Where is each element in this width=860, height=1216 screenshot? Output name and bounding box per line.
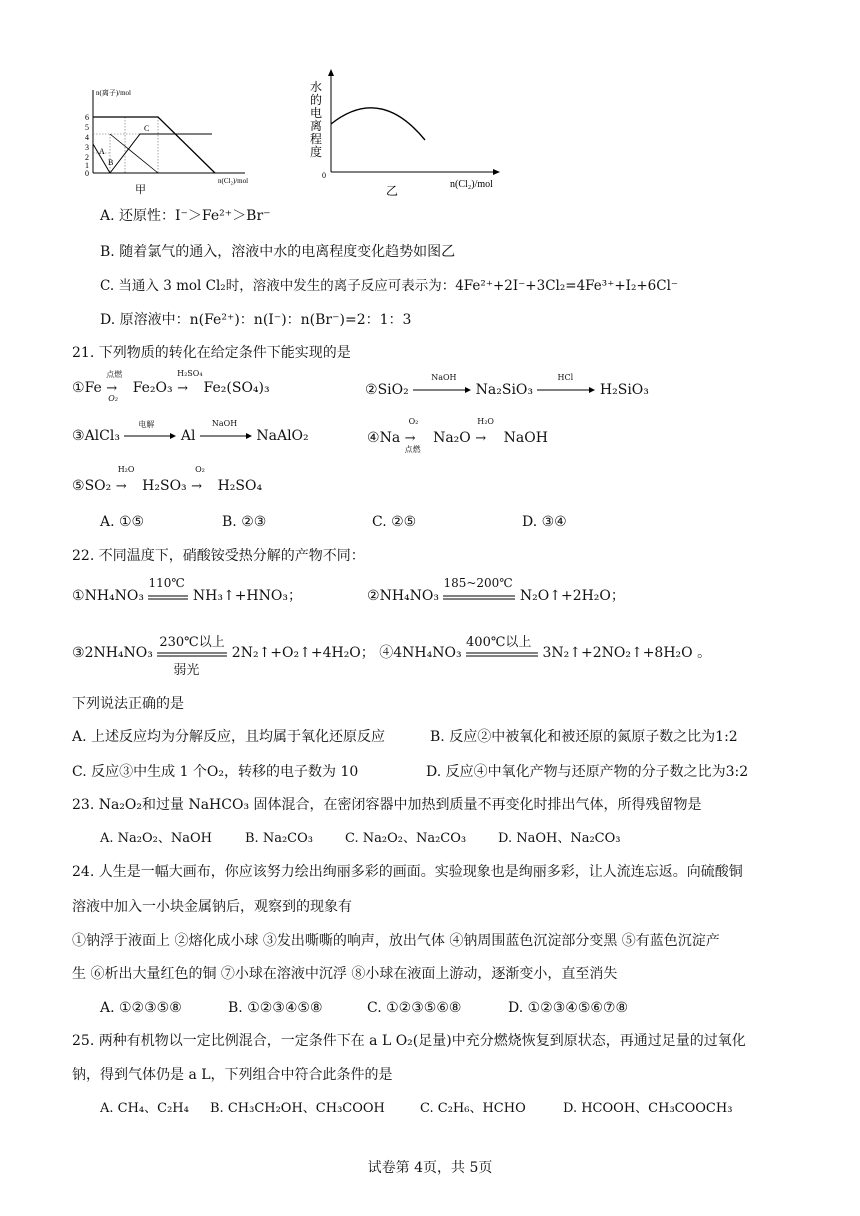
condition-top: NaOH [431,373,457,382]
q21-reaction-3: ③AlCl₃ 电解 Al NaOH NaAlO₂ [72,419,309,444]
q21-reaction-2: ②SiO₂ NaOH Na₂SiO₃ HCl H₂SiO₃ [365,373,649,398]
graph-a-label-a: A [99,147,105,156]
q25-line-2: 钠，得到气体仍是 a L，下列组合中符合此条件的是 [72,1067,393,1083]
q21-reaction-4: ④Na O₂ → 点燃 Na₂O H₂O → NaOH [367,417,548,454]
graph-a-label-c: C [144,124,150,133]
product: NaAlO₂ [256,428,309,444]
reaction-number: ① [72,380,85,396]
q24-line-2: 溶液中加入一小块金属钠后，观察到的现象有 [72,899,352,915]
condition-top: 400℃以上 [466,635,532,650]
q24-line-1: 24. 人生是一幅大画布，你应该努力绘出绚丽多彩的画面。实验现象也是绚丽多彩，让人流连忘返。向硫酸铜 [72,864,743,880]
svg-text:的: 的 [310,93,323,107]
svg-text:6: 6 [85,113,89,122]
q20-option-d[interactable]: D. 原溶液中：n(Fe²⁺)：n(I⁻)：n(Br⁻)=2：1：3 [100,312,412,328]
intermediate: Al [180,428,196,444]
condition-top: H₂O [117,465,135,474]
graph-b-caption: 乙 [386,184,399,198]
q21-stem: 21. 下列物质的转化在给定条件下能实现的是 [72,345,351,361]
graph-a-xlabel: n(Cl₂)/mol [218,177,249,185]
reactant: SO₂ [84,478,112,494]
condition-top: 185~200℃ [443,576,513,590]
product: 2N₂↑+O₂↑+4H₂O； [231,645,375,661]
graph-b-curve [331,108,425,140]
svg-text:度: 度 [310,145,323,159]
product: H₂SO₄ [217,478,263,494]
q25-option-d[interactable]: D. HCOOH、CH₃COOCH₃ [563,1101,733,1116]
graph-water-ionization [300,65,520,200]
q22-ask: 下列说法正确的是 [72,696,184,712]
condition-top: 电解 [138,420,155,429]
q21-option-d[interactable]: D. ③④ [522,514,567,530]
condition-top: NaOH [211,419,238,428]
product: NH₃↑+HNO₃； [192,588,302,604]
graph-b-ylabel [310,79,322,159]
graph-a-line-b [110,134,212,173]
reactant: AlCl₃ [84,428,120,444]
condition-top: 点燃 [106,370,123,379]
product: 3N₂↑+2NO₂↑+8H₂O 。 [542,645,712,661]
intermediate: Fe₂O₃ [132,380,173,396]
graph-a-line-b2 [110,134,158,173]
q23-stem: 23. Na₂O₂和过量 NaHCO₃ 固体混合，在密闭容器中加热到质量不再变化时排出气体，所得残留物是 [72,797,702,813]
q24-option-a[interactable]: A. ①②③⑤⑧ [100,1000,182,1016]
svg-text:5: 5 [85,123,89,132]
svg-text:离: 离 [310,119,323,133]
q25-option-a[interactable]: A. CH₄、C₂H₄ [100,1101,189,1116]
condition-top: HCl [557,373,574,382]
q21-reaction-1: ①Fe 点燃 → O₂ Fe₂O₃ H₂SO₄ → Fe₂(SO₄)₃ [72,369,270,403]
intermediate: Na₂O [433,430,471,446]
q22-stem: 22. 不同温度下，硝酸铵受热分解的产物不同： [72,548,365,564]
q21-option-b[interactable]: B. ②③ [222,514,267,530]
condition-top: O₂ [195,465,205,474]
condition-top: H₂O [477,417,494,426]
q22-option-d[interactable]: D. 反应④中氧化产物与还原产物的分子数之比为3:2 [426,764,749,780]
svg-text:0: 0 [85,169,89,178]
q24-option-d[interactable]: D. ①②③④⑤⑥⑦⑧ [508,1000,629,1016]
graph-a-caption: 甲 [135,184,146,196]
product: Fe₂(SO₄)₃ [203,380,270,396]
q24-line-4: 生 ⑥析出大量红色的铜 ⑦小球在溶液中沉浮 ⑧小球在液面上游动，逐渐变小，直至消失 [72,966,618,982]
q23-option-d[interactable]: D. NaOH、Na₂CO₃ [498,831,621,846]
graph-b-origin: 0 [322,171,326,180]
product: NaOH [503,430,548,446]
svg-text:3: 3 [85,143,89,152]
product: H₂SiO₃ [599,382,649,398]
condition-top: O₂ [408,417,419,426]
q24-line-3: ①钠浮于液面上 ②熔化成小球 ③发出嘶嘶的响声，放出气体 ④钠周围蓝色沉淀部分变黑 ⑤有蓝色沉淀产 [72,933,720,949]
q22-eq-2: ②NH₄NO₃ 185~200℃ N₂O↑+2H₂O； [367,576,625,604]
q25-line-1: 25. 两种有机物以一定比例混合，一定条件下在 a L O₂(足量)中充分燃烧恢复到原状态，再通过足量的过氧化 [72,1033,746,1049]
q20-option-c[interactable]: C. 当通入 3 mol Cl₂时，溶液中发生的离子反应可表示为：4Fe²⁺+2I⁻+3Cl₂=4Fe³⁺+I₂+6Cl⁻ [100,278,679,294]
graph-a-ylabel: n(离子)/mol [96,89,131,97]
condition-bottom: 弱光 [173,663,200,678]
condition-top: H₂SO₄ [177,369,203,378]
graph-a-label-b: B [108,158,114,167]
q20-option-b[interactable]: B. 随着氯气的通入，溶液中水的电离程度变化趋势如图乙 [100,244,456,260]
q24-option-c[interactable]: C. ①②③⑤⑥⑧ [367,1000,462,1016]
graph-b-xlabel: n(Cl₂)/mol [450,179,493,190]
condition-bottom: 点燃 [404,445,421,454]
q21-reaction-5: ⑤SO₂ H₂O → H₂SO₃ O₂ → H₂SO₄ [72,465,263,494]
q23-option-c[interactable]: C. Na₂O₂、Na₂CO₃ [345,831,467,846]
reactant: NH₄NO₃ [84,588,144,604]
svg-text:2: 2 [85,153,89,162]
page-footer: 试卷第 4页，共 5页 [367,1160,493,1176]
q23-option-a[interactable]: A. Na₂O₂、NaOH [100,831,212,846]
reactant: Na [379,430,401,446]
graph-a-yticks [85,113,89,178]
q25-option-c[interactable]: C. C₂H₆、HCHO [420,1101,526,1116]
reactant: 2NH₄NO₃ [84,645,153,661]
q20-option-a[interactable]: A. 还原性：I⁻＞Fe²⁺＞Br⁻ [100,208,271,224]
q22-option-a[interactable]: A. 上述反应均为分解反应，且均属于氧化还原反应 [72,729,386,745]
q22-option-b[interactable]: B. 反应②中被氧化和被还原的氮原子数之比为1:2 [430,729,738,745]
q21-option-a[interactable]: A. ①⑤ [100,514,145,530]
condition-top: 230℃以上 [159,635,225,650]
q25-option-b[interactable]: B. CH₃CH₂OH、CH₃COOH [210,1101,385,1116]
svg-text:电: 电 [310,106,323,120]
svg-text:程: 程 [310,132,323,146]
reactant: SiO₂ [377,382,409,398]
reactant: 4NH₄NO₃ [393,645,462,661]
graph-ion-amount [80,85,260,200]
condition-bottom: O₂ [108,394,119,403]
q22-eq-3: ③2NH₄NO₃ 230℃以上 弱光 2N₂↑+O₂↑+4H₂O； ④4NH₄NO₃ 400℃以上 3N₂↑+2NO₂↑+8H₂O 。 [72,642,711,662]
intermediate: H₂SO₃ [142,478,187,494]
product: N₂O↑+2H₂O； [519,588,625,604]
q22-option-c[interactable]: C. 反应③中生成 1 个O₂，转移的电子数为 10 [72,764,359,780]
svg-text:1: 1 [85,161,89,170]
svg-text:水: 水 [310,80,323,94]
intermediate: Na₂SiO₃ [475,382,534,398]
q22-eq-1: ①NH₄NO₃ 110℃ NH₃↑+HNO₃； [72,576,302,604]
svg-text:4: 4 [85,133,89,142]
q23-option-b[interactable]: B. Na₂CO₃ [245,831,313,846]
reactant: Fe [84,380,102,396]
condition-top: 110℃ [148,576,185,590]
q24-option-b[interactable]: B. ①②③④⑤⑧ [228,1000,323,1016]
reactant: NH₄NO₃ [379,588,439,604]
q21-option-c[interactable]: C. ②⑤ [372,514,417,530]
